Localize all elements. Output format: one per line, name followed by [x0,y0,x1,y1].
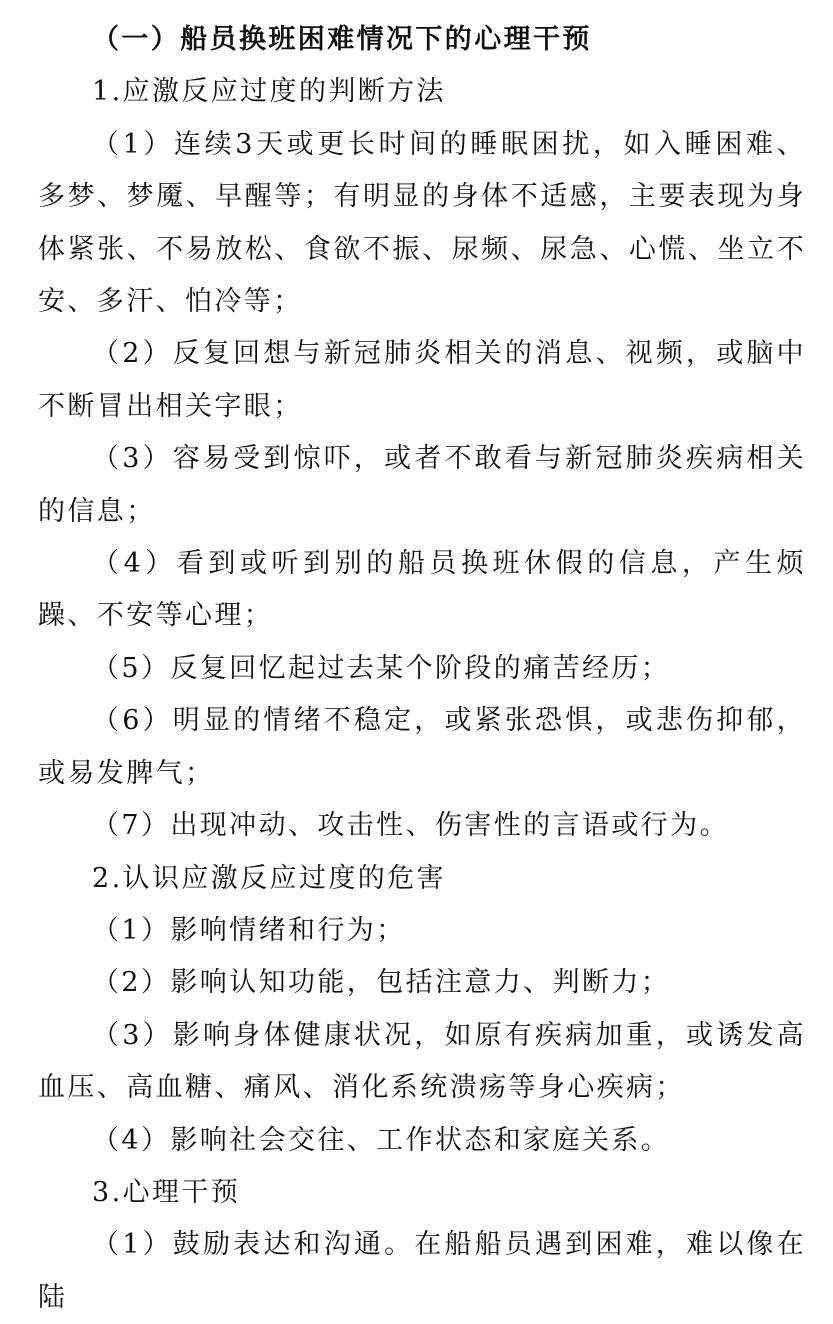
part1-item: （6）明显的情绪不稳定，或紧张恐惧，或悲伤抑郁，或易发脾气； [38,705,806,789]
part1-item: （3）容易受到惊吓，或者不敢看与新冠肺炎疾病相关的信息； [38,443,806,527]
part2-item: （3）影响身体健康状况，如原有疾病加重，或诱发高血压、高血糖、痛风、消化系统溃疡等身心疾病； [38,1019,806,1104]
part1-item: （1）连续3天或更长时间的睡眠困扰，如入睡困难、多梦、梦魇、早醒等；有明显的身体不适感，主要表现为身体紧张、不易放松、食欲不振、尿频、尿急、心慌、坐立不安、多汗、怕冷等； [38,128,806,318]
part1-item: （4）看到或听到别的船员换班休假的信息，产生烦躁、不安等心理； [38,548,806,632]
part1-item: （5）反复回忆起过去某个阶段的痛苦经历； [92,652,671,684]
part3-heading: 3.心理干预 [92,1176,241,1208]
part1-item: （2）反复回想与新冠肺炎相关的消息、视频，或脑中不断冒出相关字眼； [38,338,806,422]
part2-heading: 2.认识应激反应过度的危害 [92,862,446,894]
part2-item: （1）影响情绪和行为； [92,914,406,946]
document-page [38,14,806,1324]
part1-item: （7）出现冲动、攻击性、伤害性的言语或行为。 [92,810,729,842]
part2-item: （2）影响认知功能，包括注意力、判断力； [92,967,671,999]
part1-heading: 1.应激反应过度的判断方法 [92,76,446,108]
part3-item: （1）鼓励表达和沟通。在船船员遇到困难，难以像在陆 [38,1229,806,1313]
part2-item: （4）影响社会交往、工作状态和家庭关系。 [92,1124,671,1156]
section-title: （一）船员换班困难情况下的心理干预 [92,24,592,55]
